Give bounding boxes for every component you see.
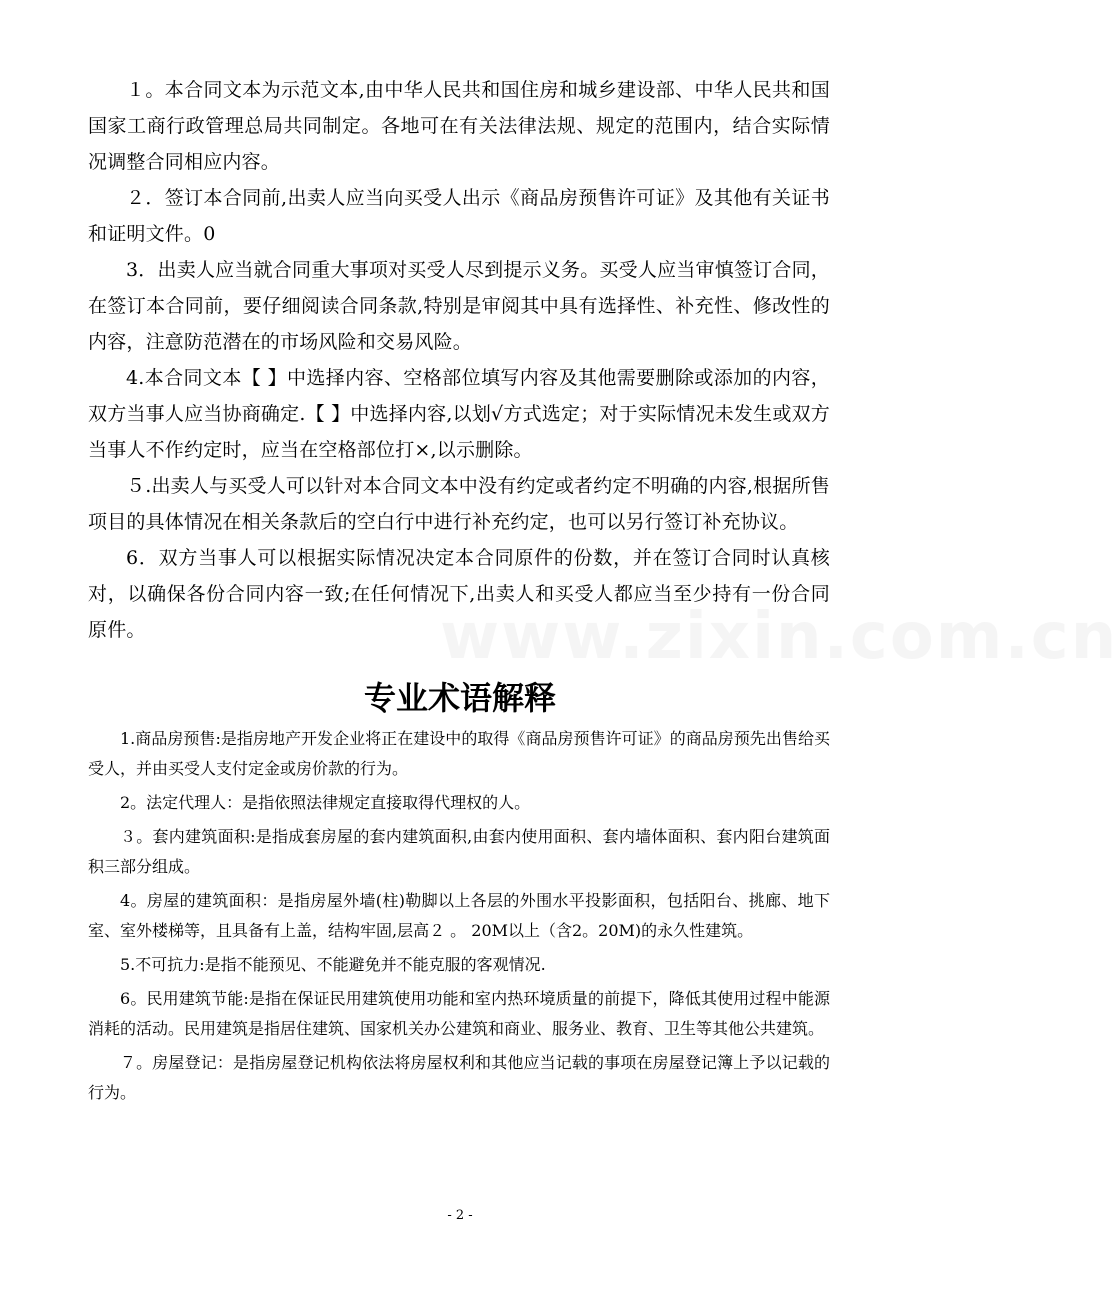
term-4: 4。房屋的建筑面积：是指房屋外墙(柱)勒脚以上各层的外围水平投影面积，包括阳台、挑廊、地下室、室外楼梯等，且具备有上盖，结构牢固,层高２ 。 20M以上（含2。20M)的永久性建筑。 <box>88 891 830 940</box>
note-5: ５.出卖人与买受人可以针对本合同文本中没有约定或者约定不明确的内容,根据所售项目的具体情况在相关条款后的空白行中进行补充约定，也可以另行签订补充协议。 <box>88 475 830 533</box>
note-3: 3．出卖人应当就合同重大事项对买受人尽到提示义务。买受人应当审慎签订合同，在签订本合同前，要仔细阅读合同条款,特别是审阅其中具有选择性、补充性、修改性的内容，注意防范潜在的市场风险和交易风险。 <box>88 259 830 353</box>
note-2: ２．签订本合同前,出卖人应当向买受人出示《商品房预售许可证》及其他有关证书和证明文件。0 <box>88 187 830 245</box>
note-6: 6．双方当事人可以根据实际情况决定本合同原件的份数，并在签订合同时认真核对，以确保各份合同内容一致;在任何情况下,出卖人和买受人都应当至少持有一份合同原件。 <box>88 547 830 641</box>
note-4: 4.本合同文本【 】中选择内容、空格部位填写内容及其他需要删除或添加的内容，双方当事人应当协商确定.【 】中选择内容,以划√方式选定；对于实际情况未发生或双方当事人不作约定时，应当在空格部位打×,以示删除。 <box>88 367 830 461</box>
section-title: 专业术语解释 <box>363 679 556 717</box>
usage-notes <box>88 72 830 648</box>
term-7: ７。房屋登记：是指房屋登记机构依法将房屋权利和其他应当记载的事项在房屋登记簿上予以记载的行为。 <box>88 1053 830 1102</box>
watermark-text: www.zixin.com.cn <box>440 600 1118 674</box>
term-5: 5.不可抗力:是指不能预见、不能避免并不能克服的客观情况. <box>120 955 546 974</box>
term-6: 6。民用建筑节能:是指在保证民用建筑使用功能和室内热环境质量的前提下，降低其使用过程中能源消耗的活动。民用建筑是指居住建筑、国家机关办公建筑和商业、服务业、教育、卫生等其他公共建筑。 <box>88 989 830 1038</box>
term-1: 1.商品房预售:是指房地产开发企业将正在建设中的取得《商品房预售许可证》的商品房预先出售给买受人，并由买受人支付定金或房价款的行为。 <box>88 729 830 778</box>
page-number: - 2 - <box>447 1208 473 1223</box>
terminology-list <box>88 724 830 1112</box>
note-1: １。本合同文本为示范文本,由中华人民共和国住房和城乡建设部、中华人民共和国国家工商行政管理总局共同制定。各地可在有关法律法规、规定的范围内，结合实际情况调整合同相应内容。 <box>88 79 830 173</box>
term-2: 2。法定代理人：是指依照法律规定直接取得代理权的人。 <box>120 793 531 812</box>
term-3: ３。套内建筑面积:是指成套房屋的套内建筑面积,由套内使用面积、套内墙体面积、套内阳台建筑面积三部分组成。 <box>88 827 830 876</box>
